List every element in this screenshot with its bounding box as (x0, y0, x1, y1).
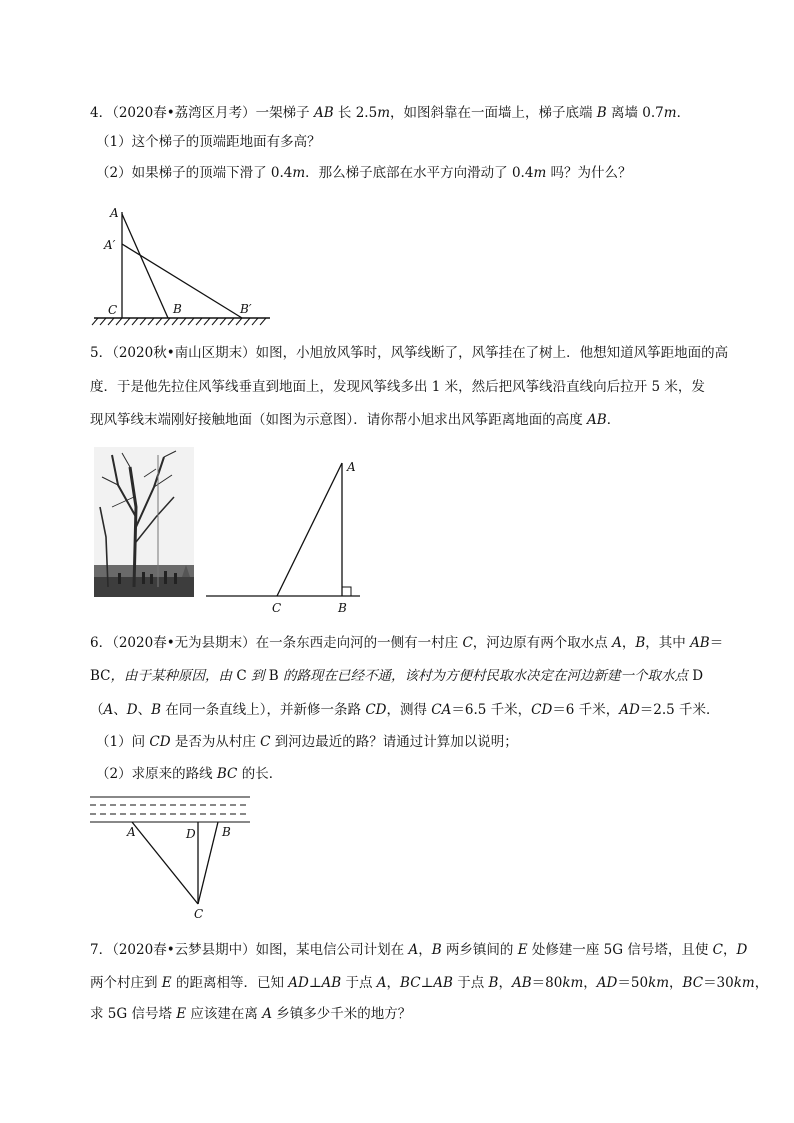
q6-line-5 (96, 765, 282, 783)
text-run: B (268, 668, 279, 684)
q5-line-1: 5．（2020秋•南山区期末）如图，小旭放风筝时，风筝线断了，风筝挂在了树上．他想知道风筝距地面的高 (90, 345, 729, 361)
math-symbol: BC (216, 766, 238, 782)
math-symbol: A (103, 702, 114, 718)
math-symbol: B (635, 635, 646, 651)
text-run: ， (386, 975, 401, 991)
math-symbol: B (151, 702, 161, 718)
text-run: 两乡镇间的 (441, 942, 518, 958)
math-symbol: AB (511, 975, 532, 991)
math-symbol: CD (365, 702, 387, 718)
math-symbol: CD (531, 702, 553, 718)
text-run: 处修建一座 5G 信号塔，且使 (527, 942, 713, 958)
text-run: 是否为从村庄 (170, 734, 261, 750)
q4-line-1 (90, 104, 690, 122)
q6-line-1 (90, 634, 723, 652)
math-symbol: AB (321, 975, 342, 991)
math-symbol: m (533, 165, 547, 181)
math-symbol: C (712, 942, 723, 958)
math-symbol: D (736, 942, 748, 958)
text-run: BC (90, 668, 111, 684)
fig4-label-b: B (173, 302, 182, 316)
math-symbol: AB (690, 635, 710, 651)
tree-photo (94, 447, 194, 597)
math-symbol: BC (400, 975, 421, 991)
text-run: ⊥ (420, 975, 434, 991)
text-run: 于点 (452, 975, 489, 991)
math-symbol: CD (149, 734, 171, 750)
math-symbol: AB (587, 412, 607, 428)
fig6-label-d: D (186, 827, 196, 841)
math-symbol: A (612, 635, 622, 651)
text-run: ＝6.5 千米， (451, 702, 532, 718)
text-run: D (692, 668, 704, 684)
text-run: 7．（2020春•云梦县期中）如图，某电信公司计划在 (90, 942, 409, 958)
text-run: ．那么梯子底部在水平方向滑动了 0.4 (305, 165, 534, 181)
text-run: ， (669, 975, 683, 991)
q6-river-figure (90, 790, 260, 920)
text-run: 、 (113, 702, 127, 718)
text-run: ＝2.5 千米． (639, 702, 720, 718)
q4-line-3 (96, 164, 632, 182)
math-symbol: C (462, 635, 473, 651)
text-run: 两个村庄到 (90, 975, 162, 991)
math-symbol: D (126, 702, 138, 718)
text-run: ⊥ (308, 975, 322, 991)
text-run: ， (498, 975, 512, 991)
math-symbol: A (376, 975, 387, 991)
text-run: （2）如果梯子的顶端下滑了 0.4 (96, 165, 293, 181)
math-symbol: AD (288, 975, 309, 991)
math-symbol: E (161, 975, 172, 991)
math-symbol: BC (682, 975, 704, 991)
math-symbol: AD (596, 975, 618, 991)
text-run: ，测得 (386, 702, 432, 718)
math-symbol: 到 (246, 668, 269, 684)
math-symbol: AB (313, 105, 334, 121)
text-run: 的距离相等．已知 (171, 975, 289, 991)
q7-line-2 (90, 974, 768, 992)
math-symbol: km (648, 975, 670, 991)
math-symbol: km (733, 975, 755, 991)
text-run: 到河边最近的路？请通过计算加以说明； (270, 734, 518, 750)
text-run: ， (722, 942, 737, 958)
q5-line-2: 度．于是他先拉住风筝线垂直到地面上，发现风筝线多出 1 米，然后把风筝线沿直线向后拉开 5 米，发 (90, 379, 705, 395)
math-symbol: B (431, 942, 442, 958)
math-symbol: B (488, 975, 499, 991)
text-run: 离墙 0.7 (606, 105, 664, 121)
text-run: ． (606, 412, 621, 428)
text-run: 、 (137, 702, 152, 718)
fig5-label-b: B (338, 601, 347, 615)
q5-kite-figure (200, 455, 370, 615)
text-run: ＝30 (703, 975, 734, 991)
text-run: 于点 (341, 975, 377, 991)
q4-line-2: （1）这个梯子的顶端距地面有多高？ (96, 134, 321, 150)
q5-line-3 (90, 411, 620, 429)
text-run: ＝50 (617, 975, 649, 991)
fig6-label-c: C (194, 907, 204, 921)
fig6-label-a: A (127, 825, 136, 839)
fig6-label-b: B (222, 825, 231, 839)
text-run: （1）问 (96, 734, 150, 750)
text-run: 在同一条直线上），并新修一条路 (161, 702, 366, 718)
text-run: ， (754, 975, 769, 991)
text-run: ，其中 (645, 635, 691, 651)
text-run: 现风筝线末端刚好接触地面（如图为示意图）．请你帮小旭求出风筝距离地面的高度 (90, 412, 588, 428)
text-run: 的长． (237, 766, 283, 782)
q6-line-4 (96, 733, 518, 751)
fig5-label-c: C (272, 601, 282, 615)
q7-line-3 (90, 1005, 411, 1023)
text-run: 4．（2020春•荔湾区月考）一架梯子 (90, 105, 314, 121)
math-symbol: AB (433, 975, 453, 991)
fig5-label-a: A (347, 460, 356, 474)
math-symbol: CA (431, 702, 452, 718)
q6-line-3 (90, 701, 720, 719)
text-run: ， (418, 942, 432, 958)
math-symbol: m (377, 105, 390, 121)
math-symbol: m (663, 105, 677, 121)
math-symbol: ，由于某种原因，由 (110, 668, 237, 684)
text-run: 长 2.5 (333, 105, 378, 121)
text-run: ， (583, 975, 597, 991)
text-run: ＝6 千米， (552, 702, 620, 718)
math-symbol: km (562, 975, 584, 991)
math-symbol: AD (619, 702, 640, 718)
q4-ladder-figure (90, 200, 280, 330)
math-symbol: A (408, 942, 419, 958)
math-symbol: A (262, 1006, 272, 1022)
text-run: ＝80 (531, 975, 563, 991)
math-symbol: m (292, 165, 306, 181)
q6-line-2 (90, 667, 703, 685)
text-run: ，如图斜靠在一面墙上，梯子底端 (390, 105, 597, 121)
fig4-label-a: A (110, 206, 119, 220)
text-run: （ (90, 702, 104, 718)
text-run: 吗？为什么？ (546, 165, 632, 181)
text-run: （2）求原来的路线 (96, 766, 217, 782)
text-run: 应该建在离 (186, 1006, 263, 1022)
math-symbol: B (596, 105, 607, 121)
math-symbol: 的路现在已经不通，该村为方便村民取水决定在河边新建一个取水点 (278, 668, 693, 684)
fig4-label-c: C (108, 303, 118, 317)
math-symbol: E (176, 1006, 187, 1022)
math-symbol: E (517, 942, 528, 958)
text-run: C (236, 668, 247, 684)
fig4-label-a-prime: A′ (104, 238, 116, 252)
text-run: ． (676, 105, 691, 121)
q7-line-1 (90, 941, 747, 959)
text-run: 乡镇多少千米的地方？ (271, 1006, 412, 1022)
text-run: 6．（2020春•无为县期末）在一条东西走向河的一侧有一村庄 (90, 635, 463, 651)
math-symbol: C (260, 734, 271, 750)
text-run: ＝ (709, 635, 724, 651)
text-run: 求 5G 信号塔 (90, 1006, 177, 1022)
text-run: ， (621, 635, 636, 651)
fig4-label-b-prime: B′ (240, 302, 252, 316)
text-run: ，河边原有两个取水点 (472, 635, 613, 651)
